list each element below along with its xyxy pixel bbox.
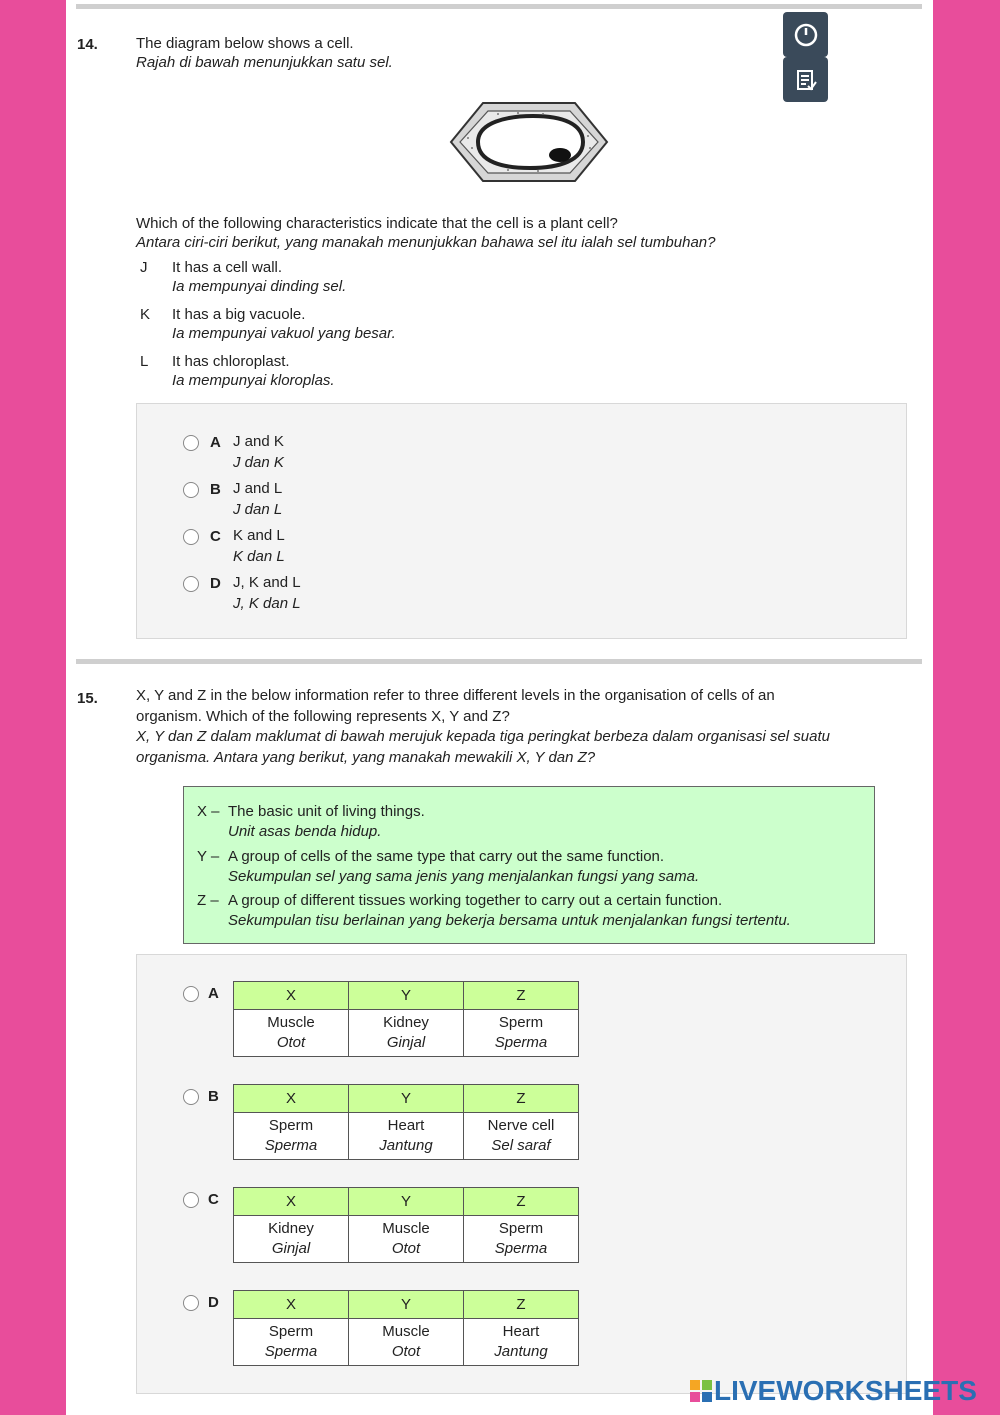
header-x: X — [234, 1291, 349, 1319]
cell-en: Muscle — [267, 1014, 315, 1031]
cell-en: Heart — [387, 1117, 425, 1134]
cell-z — [464, 1010, 579, 1057]
info-ms: Sekumpulan sel yang sama jenis yang menjalankan fungsi yang sama. — [228, 868, 700, 885]
option-ms: K dan L — [233, 548, 285, 565]
cell-x — [234, 1319, 349, 1366]
option-letter: A — [210, 434, 221, 451]
radio-button[interactable] — [183, 1089, 199, 1105]
q15-line2-ms: organisma. Antara yang berikut, yang manakah mewakili X, Y dan Z? — [136, 749, 596, 766]
statement-en: It has a big vacuole. — [172, 306, 306, 323]
q14-question-ms: Antara ciri-ciri berikut, yang manakah menunjukkan bahawa sel itu ialah sel tumbuhan? — [136, 234, 716, 251]
header-x: X — [234, 982, 349, 1010]
cell-en: Sperm — [268, 1117, 314, 1134]
header-y: Y — [349, 982, 464, 1010]
timer-button[interactable] — [783, 12, 828, 57]
cell-z — [464, 1216, 579, 1263]
liveworksheets-mark-icon — [690, 1380, 712, 1402]
info-ms: Unit asas benda hidup. — [228, 823, 382, 840]
cell-ms: Ginjal — [386, 1034, 426, 1051]
cell-ms: Otot — [391, 1343, 421, 1360]
header-z: Z — [464, 982, 579, 1010]
q15-line1-en: X, Y and Z in the below information refer to three different levels in the organisation of cells of an — [136, 687, 775, 704]
statement-ms: Ia mempunyai vakuol yang besar. — [172, 325, 396, 342]
q15-number: 15. — [77, 690, 98, 707]
statement-key: L — [140, 353, 149, 370]
cell-ms: Sperma — [264, 1137, 318, 1154]
option-ms: J, K dan L — [233, 595, 301, 612]
radio-button[interactable] — [183, 576, 199, 592]
cell-ms: Jantung — [379, 1137, 433, 1154]
info-label: Y – — [197, 848, 220, 865]
option-letter: C — [210, 528, 221, 545]
left-margin-band — [0, 0, 66, 1415]
option-en: J and K — [233, 433, 284, 450]
q15-line2-en: organism. Which of the following represents X, Y and Z? — [136, 708, 510, 725]
cell-en: Nerve cell — [487, 1117, 555, 1134]
option-letter: C — [208, 1191, 219, 1208]
cell-ms: Sel saraf — [491, 1137, 551, 1154]
option-table — [233, 981, 579, 1057]
radio-button[interactable] — [183, 435, 199, 451]
cell-ms: Sperma — [494, 1034, 548, 1051]
radio-button[interactable] — [183, 529, 199, 545]
cell-en: Muscle — [382, 1220, 430, 1237]
header-y: Y — [349, 1291, 464, 1319]
statement-en: It has a cell wall. — [172, 259, 283, 276]
cell-en: Kidney — [268, 1220, 314, 1237]
cell-en: Sperm — [268, 1323, 314, 1340]
cell-x — [234, 1113, 349, 1160]
option-letter: D — [208, 1294, 219, 1311]
info-label: Z – — [197, 892, 219, 909]
cell-z — [464, 1113, 579, 1160]
cell-x — [234, 1010, 349, 1057]
statement-key: J — [140, 259, 148, 276]
liveworksheets-logo[interactable] — [690, 1375, 977, 1407]
option-letter: A — [208, 985, 219, 1002]
cell-en: Kidney — [383, 1014, 429, 1031]
q14-prompt-en: The diagram below shows a cell. — [136, 35, 354, 52]
radio-button[interactable] — [183, 482, 199, 498]
q15-line1-ms: X, Y dan Z dalam maklumat di bawah merujuk kepada tiga peringkat berbeza dalam organisasi sel suatu — [136, 728, 831, 745]
statement-ms: Ia mempunyai kloroplas. — [172, 372, 335, 389]
plant-cell-diagram — [448, 98, 610, 186]
cell-y — [349, 1319, 464, 1366]
option-letter: D — [210, 575, 221, 592]
notes-icon — [792, 66, 820, 94]
statement-ms: Ia mempunyai dinding sel. — [172, 278, 347, 295]
option-table — [233, 1187, 579, 1263]
cell-en: Sperm — [498, 1220, 544, 1237]
cell-z — [464, 1319, 579, 1366]
option-ms: J dan L — [233, 501, 283, 518]
cell-ms: Sperma — [264, 1343, 318, 1360]
right-margin-band — [933, 0, 1000, 1415]
option-table — [233, 1084, 579, 1160]
option-en: J and L — [233, 480, 283, 497]
header-x: X — [234, 1085, 349, 1113]
header-y: Y — [349, 1085, 464, 1113]
logo-text: LIVEWORKSHEETS — [714, 1375, 977, 1406]
q14-number: 14. — [77, 36, 98, 53]
header-x: X — [234, 1188, 349, 1216]
cell-y — [349, 1216, 464, 1263]
cell-ms: Otot — [391, 1240, 421, 1257]
info-en: A group of different tissues working together to carry out a certain function. — [228, 892, 723, 909]
radio-button[interactable] — [183, 1295, 199, 1311]
q14-question-en: Which of the following characteristics indicate that the cell is a plant cell? — [136, 215, 618, 232]
cell-ms: Jantung — [494, 1343, 548, 1360]
header-z: Z — [464, 1085, 579, 1113]
info-label: X – — [197, 803, 220, 820]
q14-prompt-ms: Rajah di bawah menunjukkan satu sel. — [136, 54, 393, 71]
option-letter: B — [210, 481, 221, 498]
info-ms: Sekumpulan tisu berlainan yang bekerja bersama untuk menjalankan fungsi tertentu. — [228, 912, 791, 929]
cell-en: Heart — [502, 1323, 540, 1340]
top-divider — [76, 4, 922, 9]
question-divider — [76, 659, 922, 664]
header-z: Z — [464, 1188, 579, 1216]
cell-en: Muscle — [382, 1323, 430, 1340]
header-y: Y — [349, 1188, 464, 1216]
cell-en: Sperm — [498, 1014, 544, 1031]
option-en: J, K and L — [233, 574, 301, 591]
header-z: Z — [464, 1291, 579, 1319]
cell-y — [349, 1010, 464, 1057]
statement-en: It has chloroplast. — [172, 353, 290, 370]
timer-icon — [792, 21, 820, 49]
cell-ms: Ginjal — [271, 1240, 311, 1257]
option-table — [233, 1290, 579, 1366]
cell-x — [234, 1216, 349, 1263]
option-ms: J dan K — [233, 454, 284, 471]
cell-y — [349, 1113, 464, 1160]
radio-button[interactable] — [183, 1192, 199, 1208]
cell-ms: Otot — [276, 1034, 306, 1051]
info-en: A group of cells of the same type that carry out the same function. — [228, 848, 665, 865]
notes-button[interactable] — [783, 57, 828, 102]
option-letter: B — [208, 1088, 219, 1105]
statement-key: K — [140, 306, 151, 323]
option-en: K and L — [233, 527, 285, 544]
radio-button[interactable] — [183, 986, 199, 1002]
info-en: The basic unit of living things. — [228, 803, 425, 820]
cell-ms: Sperma — [494, 1240, 548, 1257]
